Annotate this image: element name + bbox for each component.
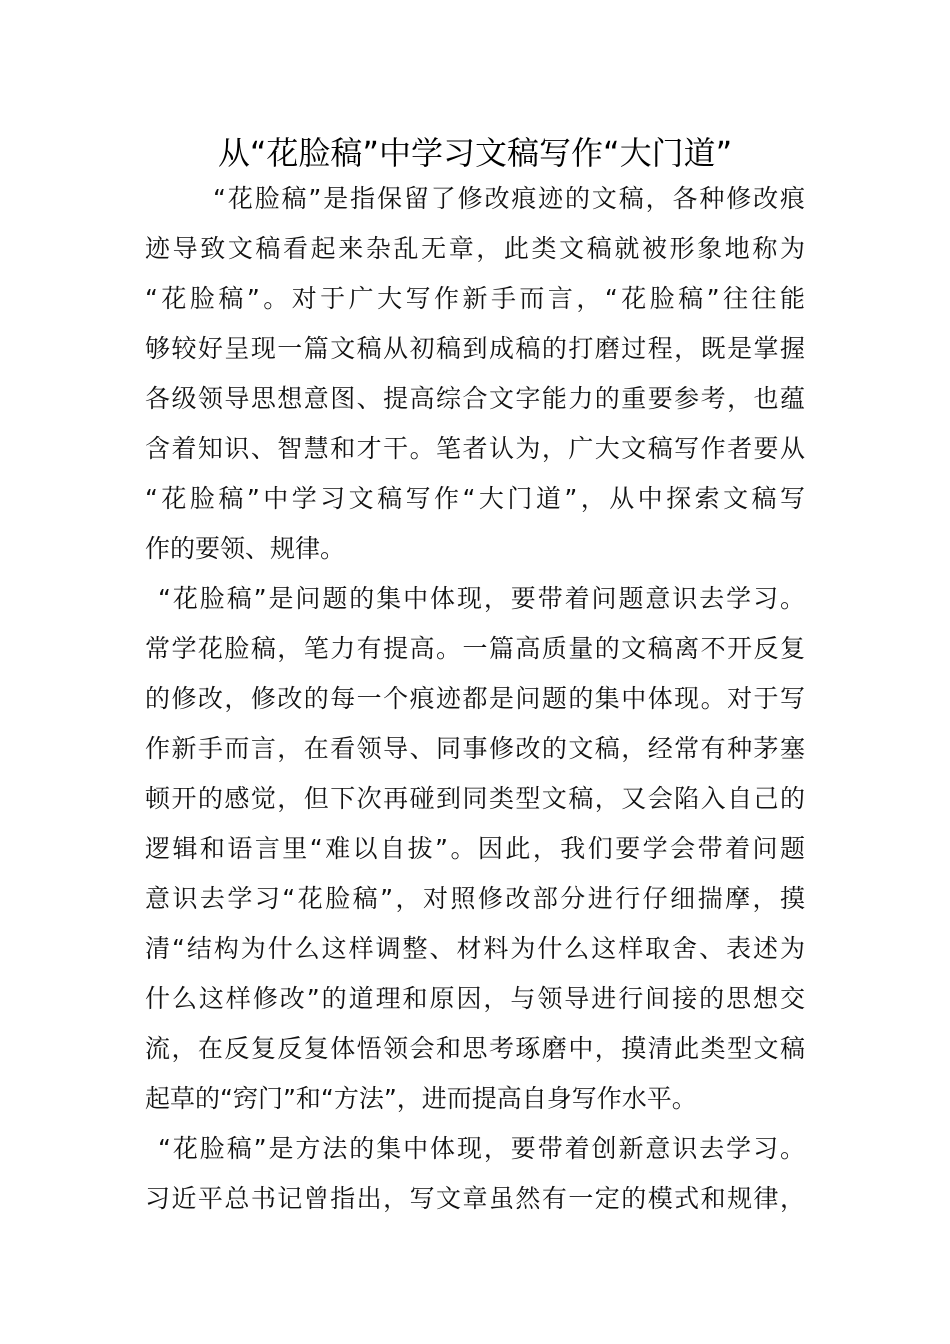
body-line: 作新手而言，在看领导、同事修改的文稿，经常有种茅塞 xyxy=(145,734,805,763)
body-line: 的修改，修改的每一个痕迹都是问题的集中体现。对于写 xyxy=(145,684,805,713)
body-line: 含着知识、智慧和才干。笔者认为，广大文稿写作者要从 xyxy=(145,434,805,463)
body-line: “花脸稿”。对于广大写作新手而言，“花脸稿”往往能 xyxy=(145,284,805,313)
body-line: 逻辑和语言里“难以自拔”。因此，我们要学会带着问题 xyxy=(145,834,805,863)
body-line: 各级领导思想意图、提高综合文字能力的重要参考，也蕴 xyxy=(145,384,805,413)
body-line: “花脸稿”是方法的集中体现，要带着创新意识去学习。 xyxy=(158,1134,805,1163)
body-line: “花脸稿”是问题的集中体现，要带着问题意识去学习。 xyxy=(158,584,805,613)
body-line: 意识去学习“花脸稿”，对照修改部分进行仔细揣摩，摸 xyxy=(145,884,805,913)
body-line: 流，在反复反复体悟领会和思考琢磨中，摸清此类型文稿 xyxy=(145,1034,805,1063)
document-title: 从“花脸稿”中学习文稿写作“大门道” xyxy=(217,134,733,172)
body-line: 够较好呈现一篇文稿从初稿到成稿的打磨过程，既是掌握 xyxy=(145,334,805,363)
body-line: 作的要领、规律。 xyxy=(145,534,346,563)
body-line: 清“结构为什么这样调整、材料为什么这样取舍、表述为 xyxy=(145,934,805,963)
body-line: 起草的“窍门”和“方法”，进而提高自身写作水平。 xyxy=(145,1084,697,1113)
body-line: 常学花脸稿，笔力有提高。一篇高质量的文稿离不开反复 xyxy=(145,634,805,663)
body-line: 顿开的感觉，但下次再碰到同类型文稿，又会陷入自己的 xyxy=(145,784,805,813)
body-line: “花脸稿”是指保留了修改痕迹的文稿，各种修改痕 xyxy=(213,184,805,213)
body-line: “花脸稿”中学习文稿写作“大门道”，从中探索文稿写 xyxy=(145,484,805,513)
body-line: 什么这样修改”的道理和原因，与领导进行间接的思想交 xyxy=(145,984,805,1013)
body-line: 习近平总书记曾指出，写文章虽然有一定的模式和规律， xyxy=(145,1184,805,1213)
body-line: 迹导致文稿看起来杂乱无章，此类文稿就被形象地称为 xyxy=(145,234,805,263)
